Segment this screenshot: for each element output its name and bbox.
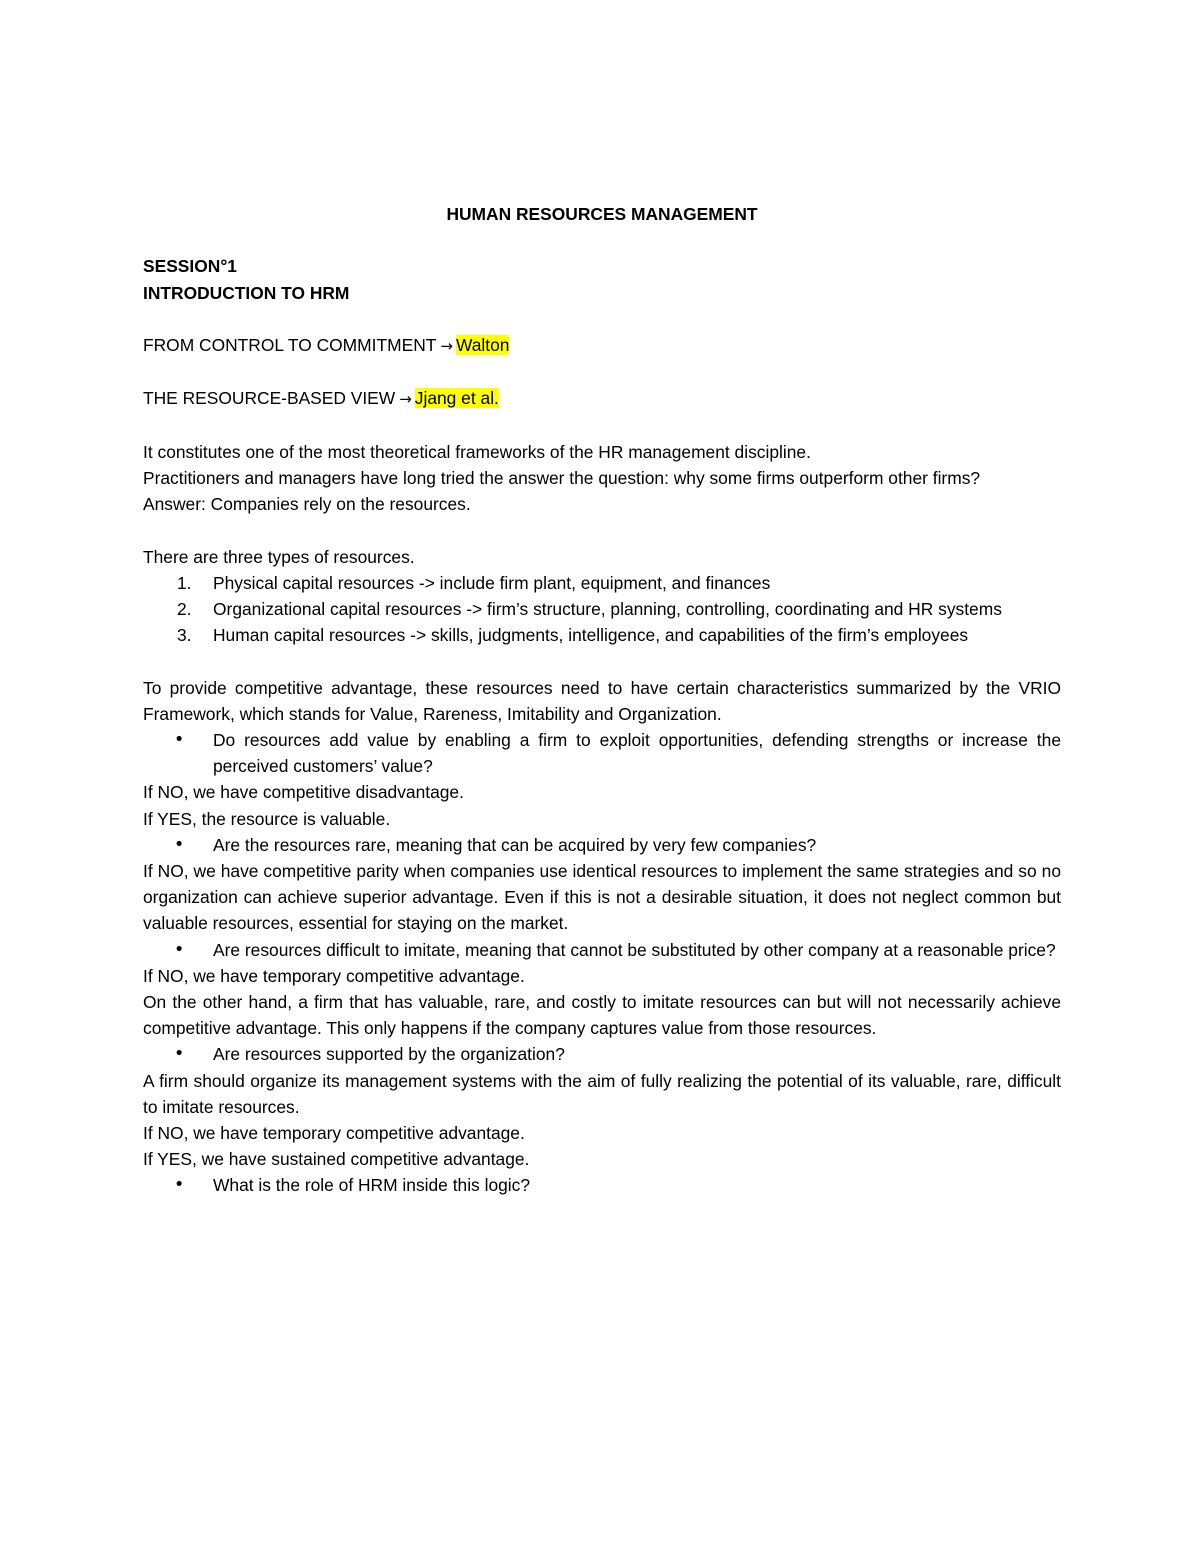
bullet-text: Are resources supported by the organization?: [213, 1044, 565, 1065]
session-title: INTRODUCTION TO HRM: [143, 282, 350, 303]
arrow-right-icon: →: [440, 336, 453, 355]
spacer: [143, 413, 1061, 439]
paragraph-answer: Answer: Companies rely on the resources.: [143, 494, 471, 515]
resource-list-item: [143, 596, 1061, 622]
spacer: [143, 359, 1061, 385]
paragraph-question: Practitioners and managers have long tried the answer the question: why some firms outperform other firms?: [143, 467, 981, 488]
list-number: 2.: [177, 598, 192, 619]
bullet-text: What is the role of HRM inside this logic?: [213, 1175, 531, 1196]
list-item-text: Human capital resources -> skills, judgments, intelligence, and capabilities of the firm’s employees: [213, 625, 969, 646]
bullet-text: Do resources add value by enabling a firm to exploit opportunities, defending strengths or increase the perceived customers’ value?: [213, 729, 1061, 777]
spacer: [143, 517, 1061, 543]
list-item-text: Physical capital resources -> include firm plant, equipment, and finances: [213, 572, 771, 593]
bullet-text: Are the resources rare, meaning that can be acquired by very few companies?: [213, 834, 817, 855]
organization-no-text: If NO, we have temporary competitive advantage.: [143, 1123, 525, 1144]
spacer: [143, 227, 1061, 253]
control-commitment-line: [143, 332, 1061, 359]
arrow-right-icon: →: [399, 390, 412, 409]
list-number: 3.: [177, 625, 192, 646]
resource-based-view-text: THE RESOURCE-BASED VIEW: [143, 388, 396, 409]
bullet-item-imitate: [143, 937, 1061, 963]
bullet-icon: •: [174, 1044, 185, 1065]
vrio-intro: To provide competitive advantage, these resources need to have certain characteristics summarized by the VRIO Framework, which stands for Value, Rareness, Imitability and Organization.: [143, 677, 1061, 724]
resource-list-item: [143, 622, 1061, 648]
bullet-icon: •: [174, 939, 185, 960]
list-item-text: Organizational capital resources -> firm’s structure, planning, controlling, coordinating and HR systems: [213, 598, 1002, 619]
organization-text: A firm should organize its management systems with the aim of fully realizing the potential of its valuable, rare, difficult to imitate resources.: [143, 1070, 1061, 1117]
value-yes-text: If YES, the resource is valuable.: [143, 808, 391, 829]
imitate-no-text: If NO, we have temporary competitive advantage.: [143, 965, 525, 986]
bullet-text: Are resources difficult to imitate, meaning that cannot be substituted by other company at a reasonable price?: [213, 939, 1056, 960]
bullet-item-organization: [143, 1041, 1061, 1067]
session-label: SESSION°1: [143, 256, 237, 277]
resource-list-item: [143, 570, 1061, 596]
organization-yes-text: If YES, we have sustained competitive advantage.: [143, 1149, 530, 1170]
control-commitment-text: FROM CONTROL TO COMMITMENT: [143, 334, 437, 355]
spacer: [143, 306, 1061, 332]
value-no-text: If NO, we have competitive disadvantage.: [143, 782, 464, 803]
bullet-item-rare: [143, 832, 1061, 858]
bullet-icon: •: [174, 729, 185, 750]
jjang-reference: Jjang et al.: [414, 388, 499, 409]
list-number: 1.: [177, 572, 192, 593]
bullet-icon: •: [174, 1175, 185, 1196]
bullet-item-hrm: [143, 1172, 1061, 1198]
document-body: [143, 201, 1061, 1199]
bullet-item-value: [143, 727, 1061, 779]
walton-reference: Walton: [455, 334, 510, 355]
resource-based-view-line: [143, 385, 1061, 412]
rare-no-text: If NO, we have competitive parity when companies use identical resources to implement the same strategies and so no organization can achieve superior advantage. Even if this is not a desirable situation, it does not neglect common but valuable resources, essential for staying on the market.: [143, 860, 1061, 934]
spacer: [143, 648, 1061, 674]
resource-types-intro: There are three types of resources.: [143, 546, 415, 567]
bullet-icon: •: [174, 834, 185, 855]
imitate-other-text: On the other hand, a firm that has valuable, rare, and costly to imitate resources can but will not necessarily achieve competitive advantage. This only happens if the company captures value from those resources.: [143, 992, 1061, 1039]
paragraph-framework: It constitutes one of the most theoretical frameworks of the HR management discipline.: [143, 441, 811, 462]
document-title: HUMAN RESOURCES MANAGEMENT: [446, 204, 758, 224]
